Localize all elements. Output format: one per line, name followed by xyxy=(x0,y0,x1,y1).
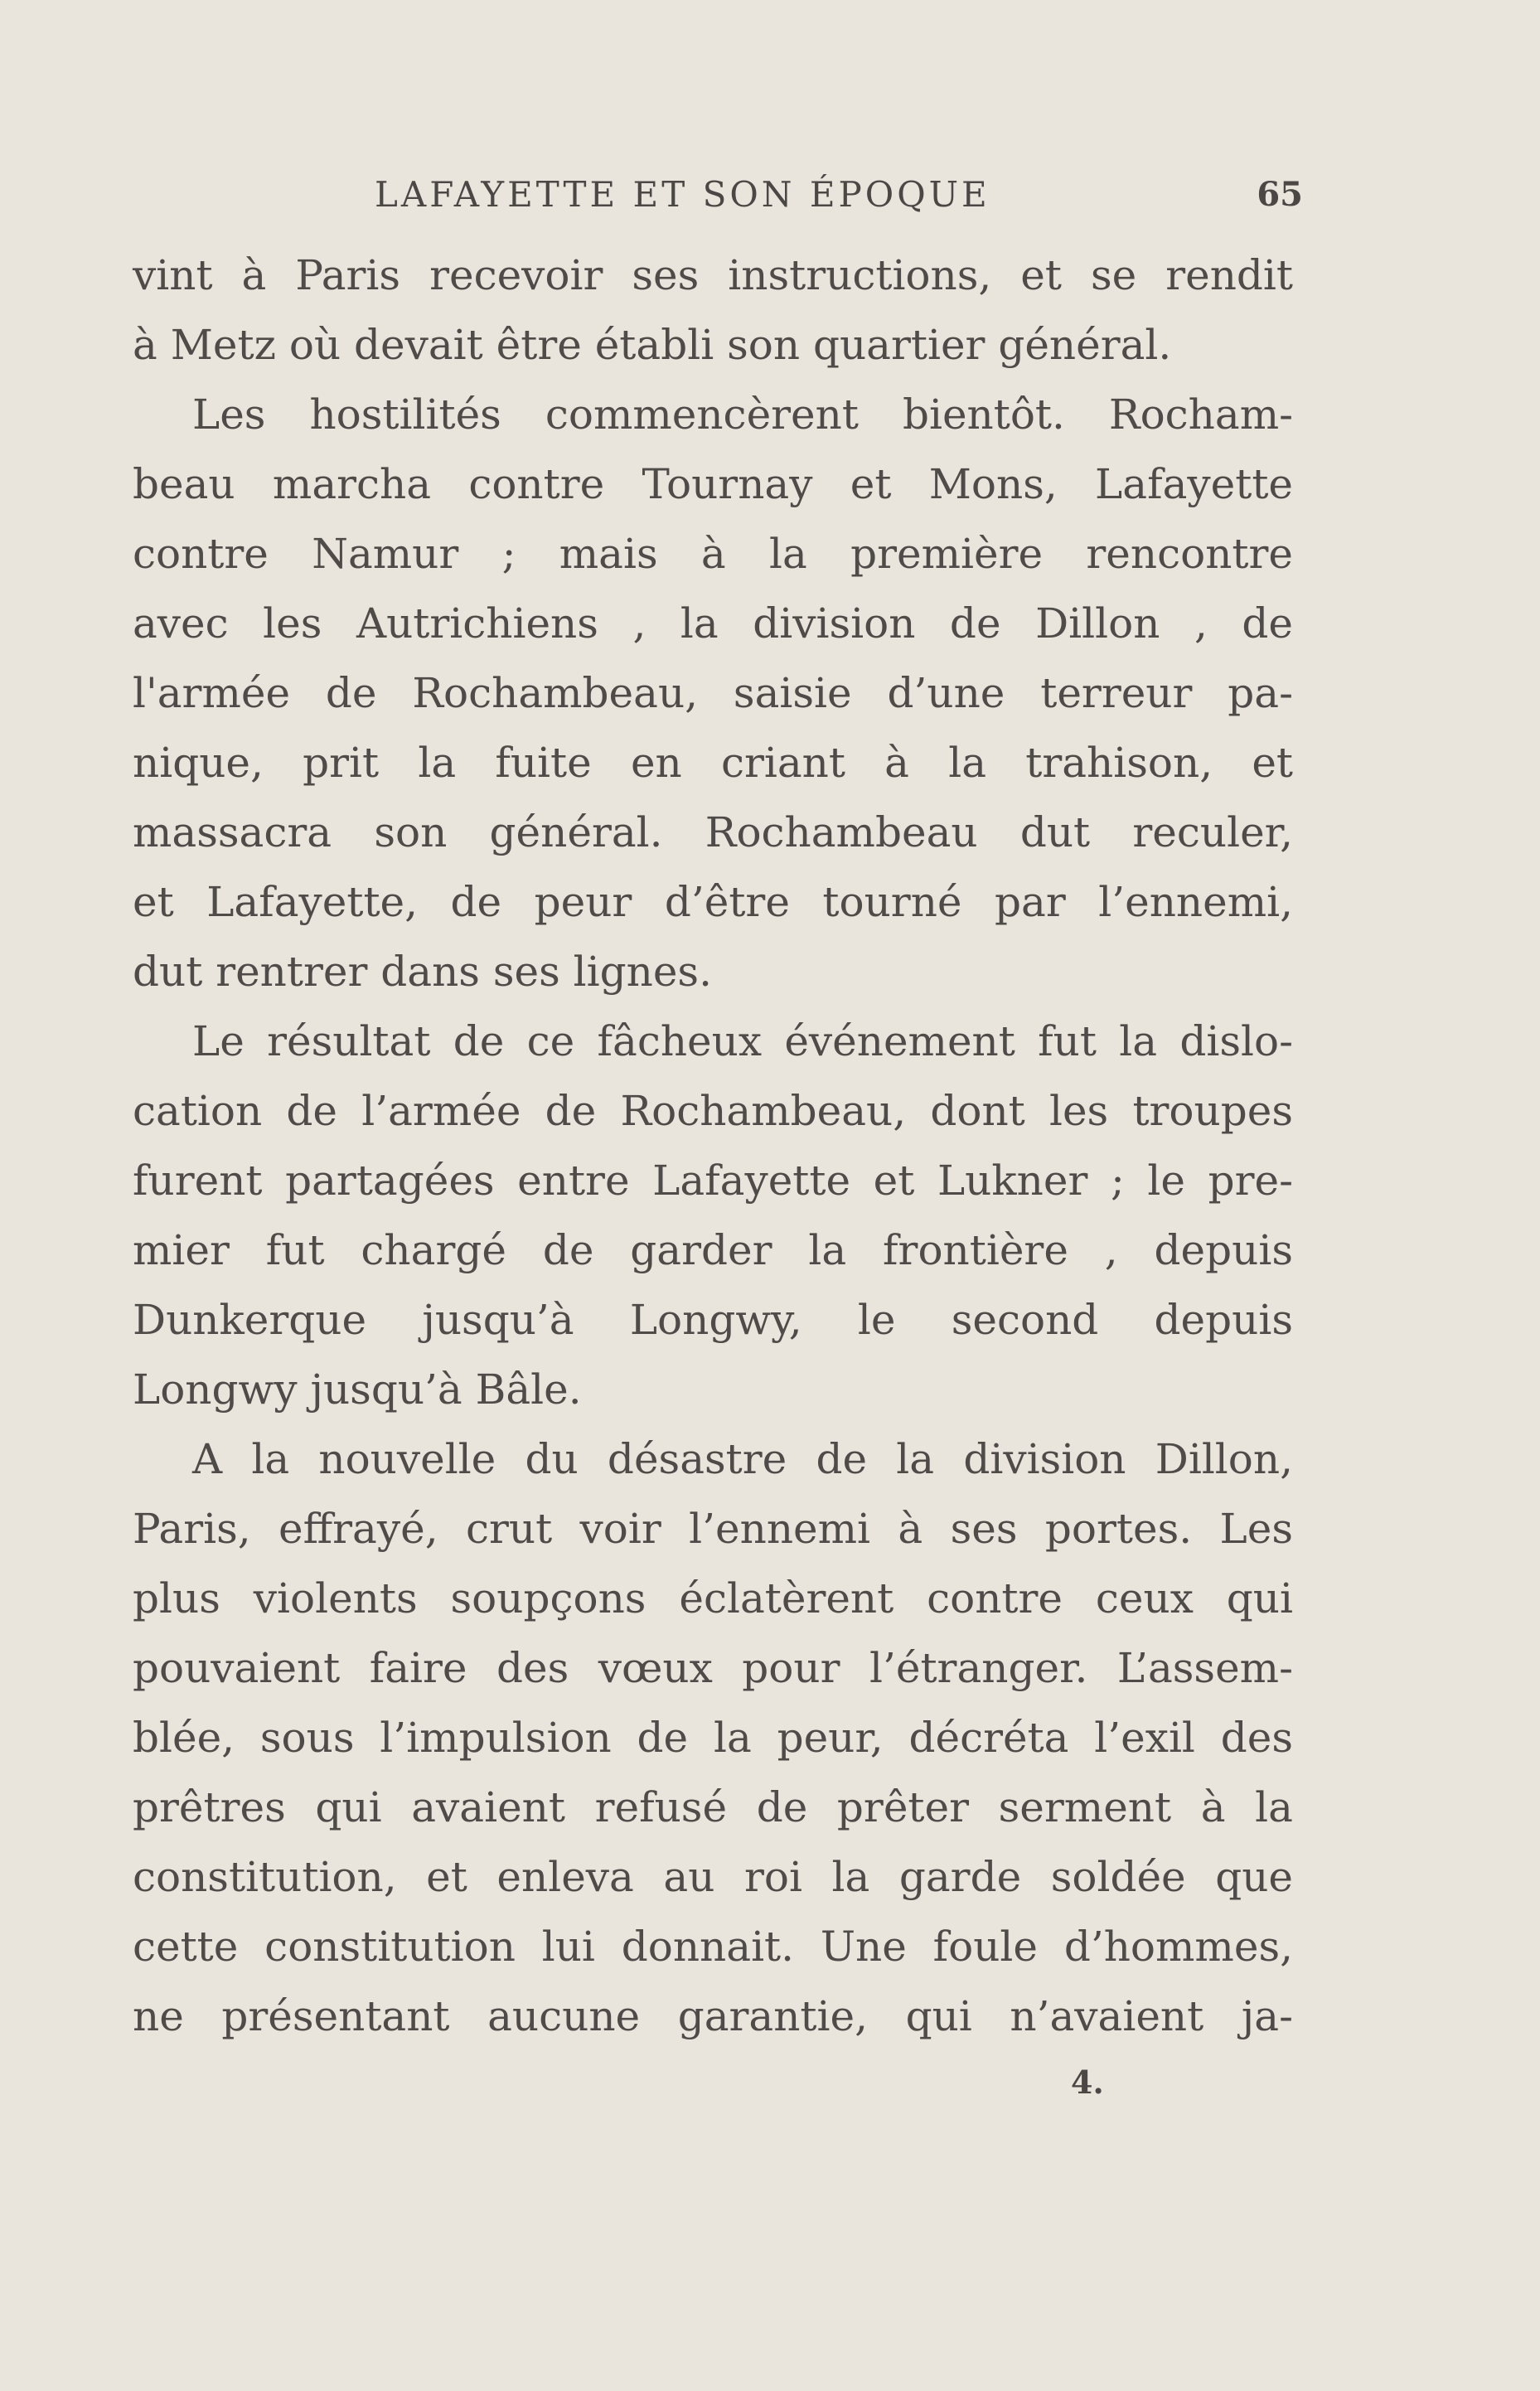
text-line: et Lafayette, de peur d’être tourné par l’ennemi, xyxy=(133,878,1293,926)
text-line: dut rentrer dans ses lignes. xyxy=(133,948,712,996)
signature-mark: 4. xyxy=(1071,2064,1104,2101)
text-line: vint à Paris recevoir ses instructions, et se rendit xyxy=(133,251,1293,299)
text-line: constitution, et enleva au roi la garde soldée que xyxy=(133,1853,1293,1901)
text-line: nique, prit la fuite en criant à la trahison, et xyxy=(133,739,1293,787)
text-line: blée, sous l’impulsion de la peur, décréta l’exil des xyxy=(133,1714,1293,1762)
text-line: Longwy jusqu’à Bâle. xyxy=(133,1365,582,1414)
running-title: LAFAYETTE ET SON ÉPOQUE xyxy=(375,174,990,215)
text-line: à Metz où devait être établi son quartier général. xyxy=(133,321,1172,369)
text-line: massacra son général. Rochambeau dut reculer, xyxy=(133,808,1293,856)
text-line: A la nouvelle du désastre de la division Dillon, xyxy=(192,1435,1293,1483)
text-line: Dunkerque jusqu’à Longwy, le second depuis xyxy=(133,1296,1293,1344)
running-head xyxy=(133,170,1303,220)
text-line: cette constitution lui donnait. Une foule d’hommes, xyxy=(133,1923,1293,1971)
body-text xyxy=(133,240,1293,2051)
text-line: prêtres qui avaient refusé de prêter serment à la xyxy=(133,1783,1293,1831)
text-line: ne présentant aucune garantie, qui n’avaient ja- xyxy=(133,1992,1293,2040)
text-line: contre Namur ; mais à la première rencontre xyxy=(133,530,1293,578)
text-line: cation de l’armée de Rochambeau, dont les troupes xyxy=(133,1087,1293,1135)
text-line: l'armée de Rochambeau, saisie d’une terreur pa- xyxy=(133,669,1293,717)
text-line: beau marcha contre Tournay et Mons, Lafayette xyxy=(133,460,1293,508)
text-line: plus violents soupçons éclatèrent contre ceux qui xyxy=(133,1574,1293,1622)
text-line: avec les Autrichiens , la division de Dillon , de xyxy=(133,599,1293,647)
text-line: Le résultat de ce fâcheux événement fut la dislo- xyxy=(192,1017,1293,1065)
page-number: 65 xyxy=(1257,175,1303,214)
text-line: mier fut chargé de garder la frontière , depuis xyxy=(133,1226,1293,1274)
text-line: furent partagées entre Lafayette et Lukner ; le pre- xyxy=(133,1157,1293,1205)
text-line: Paris, effrayé, crut voir l’ennemi à ses portes. Les xyxy=(133,1505,1293,1553)
text-line: pouvaient faire des vœux pour l’étranger. L’assem- xyxy=(133,1644,1293,1692)
text-line: Les hostilités commencèrent bientôt. Rocham- xyxy=(192,390,1293,439)
